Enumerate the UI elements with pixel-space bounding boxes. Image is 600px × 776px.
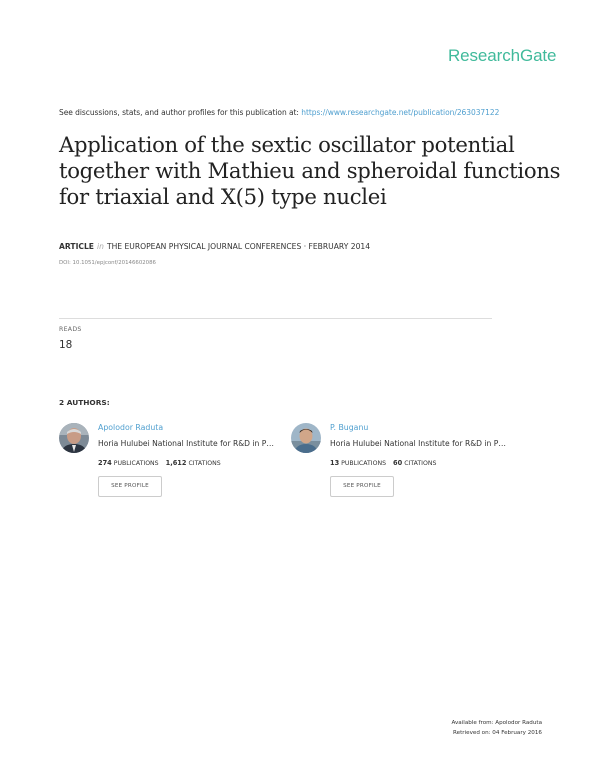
avatar[interactable] xyxy=(59,423,89,453)
discussion-line xyxy=(59,108,499,117)
author-stats xyxy=(98,459,221,467)
publications-count: 13 xyxy=(330,459,340,467)
author-institution[interactable]: Horia Hulubei National Institute for R&D in P… xyxy=(330,439,506,448)
publications-count: 274 xyxy=(98,459,112,467)
discussion-prefix: See discussions, stats, and author profiles for this publication at: xyxy=(59,108,299,117)
authors-heading: 2 AUTHORS: xyxy=(59,398,110,407)
publication-type: ARTICLE xyxy=(59,242,94,251)
title-line: Application of the sextic oscillator potential xyxy=(59,132,515,157)
citations-label: CITATIONS xyxy=(404,460,437,467)
publications-label: PUBLICATIONS xyxy=(113,460,159,467)
author-name-link[interactable]: P. Buganu xyxy=(330,423,369,432)
available-from: Available from: Apolodor Raduta xyxy=(451,720,542,726)
reads-count: 18 xyxy=(59,339,73,351)
author-institution[interactable]: Horia Hulubei National Institute for R&D in P… xyxy=(98,439,274,448)
see-profile-button[interactable]: SEE PROFILE xyxy=(98,476,162,497)
in-word: in xyxy=(97,242,104,251)
title-line: together with Mathieu and spheroidal functions xyxy=(59,158,561,183)
publications-label: PUBLICATIONS xyxy=(341,460,387,467)
researchgate-logo[interactable]: ResearchGate xyxy=(448,46,557,65)
publication-url-link[interactable]: https://www.researchgate.net/publication/263037122 xyxy=(301,108,500,117)
title-line: for triaxial and X(5) type nuclei xyxy=(59,184,387,209)
publication-venue: THE EUROPEAN PHYSICAL JOURNAL CONFERENCES · FEBRUARY 2014 xyxy=(106,242,371,251)
author-stats xyxy=(330,459,436,467)
publication-doi: DOI: 10.1051/epjconf/20146602086 xyxy=(59,260,156,266)
citations-count: 1,612 xyxy=(165,459,187,467)
retrieved-on: Retrieved on: 04 February 2016 xyxy=(453,730,542,736)
avatar[interactable] xyxy=(291,423,321,453)
publication-meta xyxy=(59,242,370,251)
citations-count: 60 xyxy=(393,459,403,467)
publication-title xyxy=(59,132,561,210)
divider xyxy=(59,318,492,319)
see-profile-button[interactable]: SEE PROFILE xyxy=(330,476,394,497)
footer xyxy=(451,718,542,738)
author-name-link[interactable]: Apolodor Raduta xyxy=(98,423,164,432)
reads-label: READS xyxy=(59,326,82,333)
citations-label: CITATIONS xyxy=(188,460,221,467)
